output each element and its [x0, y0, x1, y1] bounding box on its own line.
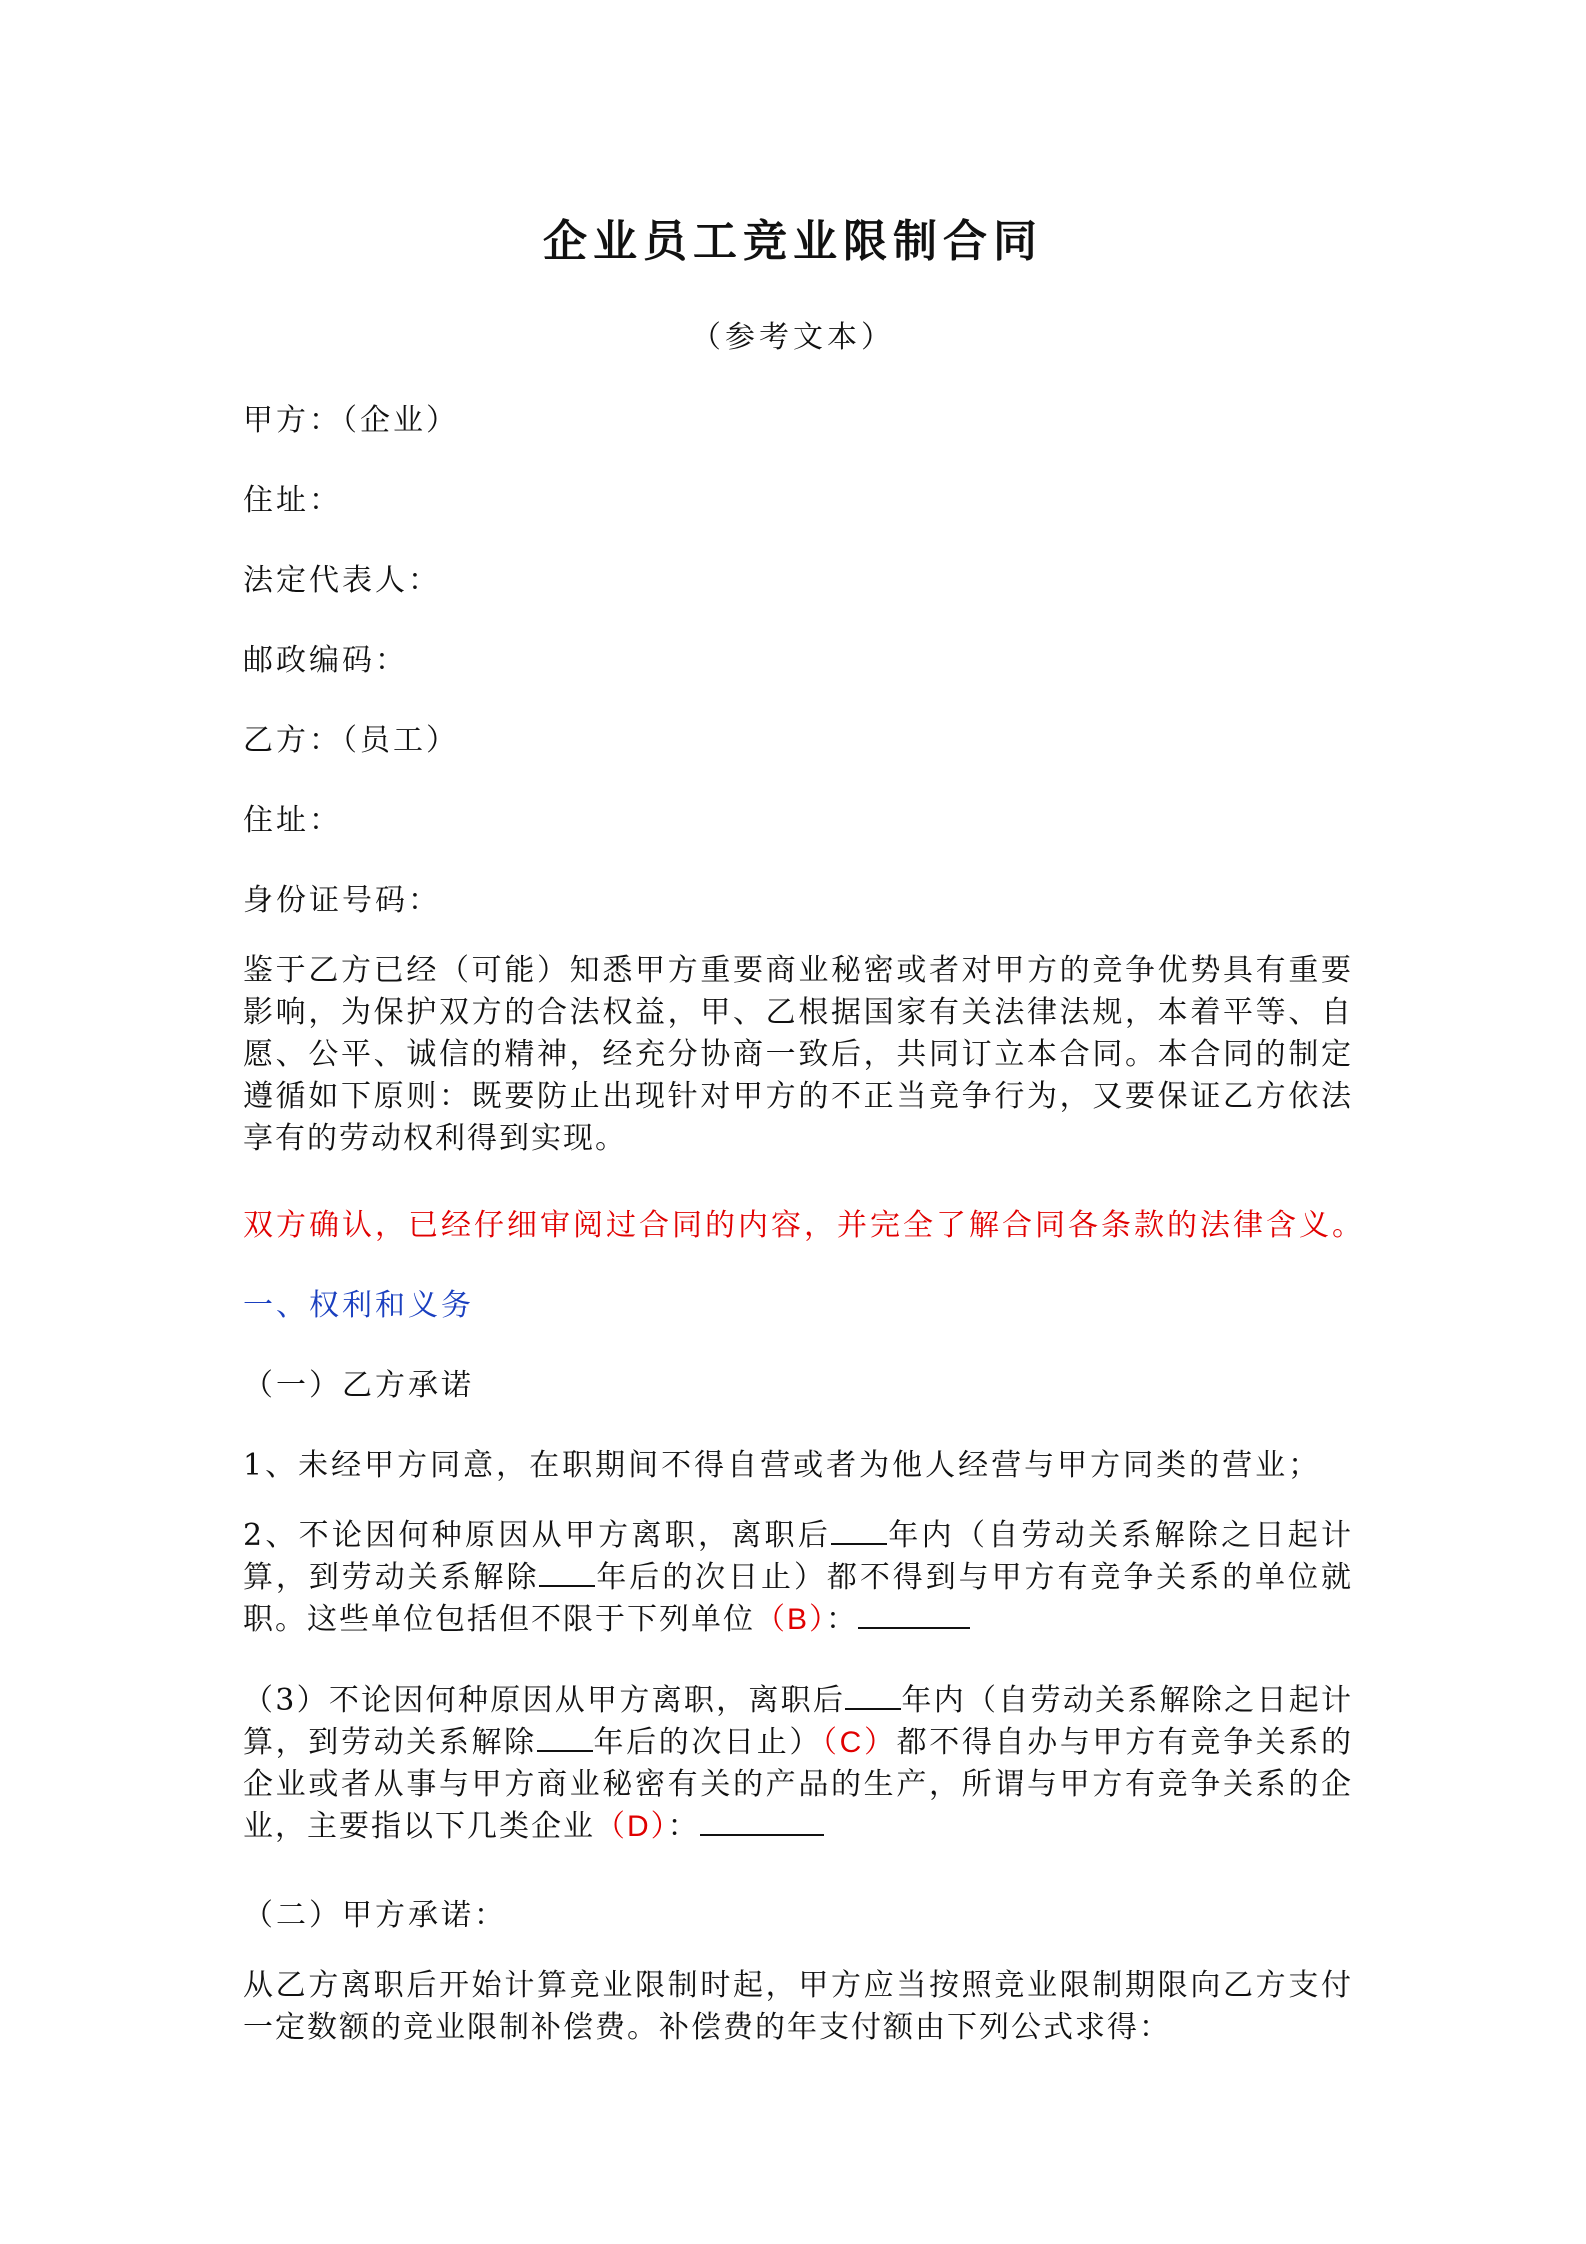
years-blank[interactable]	[845, 1684, 901, 1710]
confirmation-statement: 双方确认，已经仔细审阅过合同的内容，并完全了解合同各条款的法律含义。	[243, 1208, 1365, 1243]
annotation-mark-d: （D）	[595, 1810, 668, 1843]
compensation-paragraph: 从乙方离职后开始计算竞业限制时起，甲方应当按照竞业限制期限向乙方支付一定数额的竞业限制补偿费。补偿费的年支付额由下列公式求得：	[243, 1968, 1353, 2045]
section-heading-rights: 一、权利和义务	[243, 1288, 474, 1323]
party-b-line: 乙方：（员工）	[243, 723, 459, 758]
document-subtitle: （参考文本）	[691, 320, 895, 355]
id-number: 身份证号码：	[243, 883, 441, 918]
enterprises-blank[interactable]	[700, 1810, 824, 1836]
subsection-heading-party-b: （一）乙方承诺	[243, 1368, 474, 1403]
clause-3-text-2: 年内（自劳动关系解除之日起计算，到劳动关系解除	[243, 1683, 1353, 1760]
clause-2-text-2: 年内（自劳动关系解除之日起计算，到劳动关系解除	[243, 1518, 1354, 1595]
years-blank[interactable]	[831, 1519, 887, 1545]
clause-3-colon: ：	[667, 1809, 700, 1844]
years-blank[interactable]	[539, 1561, 595, 1587]
clause-3-text-1: （3）不论因何种原因从甲方离职，离职后	[243, 1683, 846, 1718]
years-blank[interactable]	[537, 1726, 593, 1752]
party-b-address: 住址：	[243, 803, 342, 838]
clause-2-text-3: 年后的次日止）都不得到与甲方有竞争关系的单位就职。这些单位包括但不限于下列单位	[243, 1560, 1353, 1637]
clause-2	[243, 1515, 1353, 1641]
annotation-mark-c: （C）	[822, 1726, 897, 1759]
party-a-line: 甲方：（企业）	[243, 403, 459, 438]
clause-3	[243, 1680, 1353, 1848]
clause-1: 1、未经甲方同意，在职期间不得自营或者为他人经营与甲方同类的营业；	[243, 1448, 1322, 1483]
legal-representative: 法定代表人：	[243, 563, 441, 598]
clause-3-text-3: 年后的次日止）	[592, 1725, 822, 1760]
party-a-address: 住址：	[243, 483, 342, 518]
units-blank[interactable]	[858, 1603, 970, 1629]
annotation-mark-b: （B）	[755, 1603, 827, 1636]
document-title: 企业员工竞业限制合同	[543, 216, 1043, 267]
postcode: 邮政编码：	[243, 643, 408, 678]
clause-3-text-4: 都不得自办与甲方有竞争关系的企业或者从事与甲方商业秘密有关的产品的生产，所谓与甲方有竞争关系的企业，主要指以下几类企业	[243, 1725, 1354, 1844]
clause-2-text-1: 2、不论因何种原因从甲方离职，离职后	[243, 1518, 832, 1553]
preamble-paragraph: 鉴于乙方已经（可能）知悉甲方重要商业秘密或者对甲方的竞争优势具有重要影响，为保护双方的合法权益，甲、乙根据国家有关法律法规，本着平等、自愿、公平、诚信的精神，经充分协商一致后，共同订立本合同。本合同的制定遵循如下原则：既要防止出现针对甲方的不正当竞争行为，又要保证乙方依法享有的劳动权利得到实现。	[243, 953, 1353, 1156]
clause-2-colon: ：	[826, 1602, 859, 1637]
subsection-heading-party-a: （二）甲方承诺：	[243, 1898, 507, 1933]
